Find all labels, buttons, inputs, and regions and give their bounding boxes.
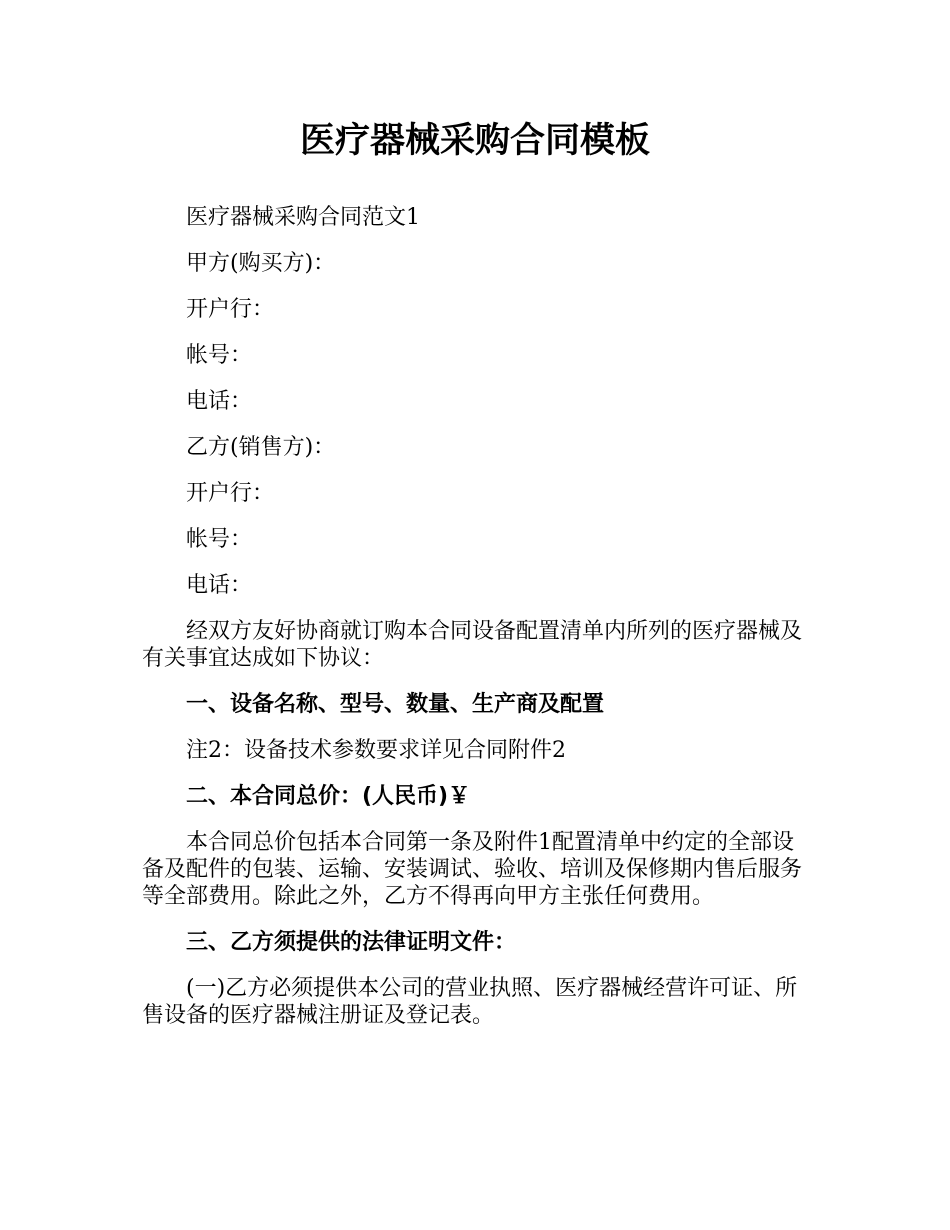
total-price-paragraph: 本合同总价包括本合同第一条及附件1配置清单中约定的全部设备及配件的包装、运输、安装调试、验收、培训及保修期内售后服务等全部费用。除此之外，乙方不得再向甲方主张任何费用。 [142, 830, 803, 909]
party-b-bank: 开户行： [186, 481, 275, 506]
section-3-heading: 三、乙方须提供的法律证明文件： [186, 930, 517, 955]
party-b-account: 帐号： [186, 527, 253, 552]
party-b-label: 乙方(销售方)： [186, 435, 336, 460]
agreement-intro: 经双方友好协商就订购本合同设备配置清单内所列的医疗器械及有关事宜达成如下协议： [142, 619, 803, 671]
party-a-phone: 电话： [186, 389, 253, 414]
document-title: 医疗器械采购合同模板 [299, 121, 650, 161]
section-1-heading: 一、设备名称、型号、数量、生产商及配置 [186, 692, 605, 717]
section-2-heading: 二、本合同总价：(人民币)￥ [186, 784, 471, 809]
note-2: 注2：设备技术参数要求详见合同附件2 [186, 738, 566, 763]
party-a-label: 甲方(购买方)： [186, 251, 336, 276]
party-b-phone: 电话： [186, 573, 253, 598]
doc-subtitle: 医疗器械采购合同范文1 [186, 205, 420, 230]
party-a-account: 帐号： [186, 343, 253, 368]
legal-docs-item-1: (一)乙方必须提供本公司的营业执照、医疗器械经营许可证、所售设备的医疗器械注册证及登记表。 [142, 976, 798, 1028]
document-body [142, 204, 810, 1029]
party-a-bank: 开户行： [186, 297, 275, 322]
